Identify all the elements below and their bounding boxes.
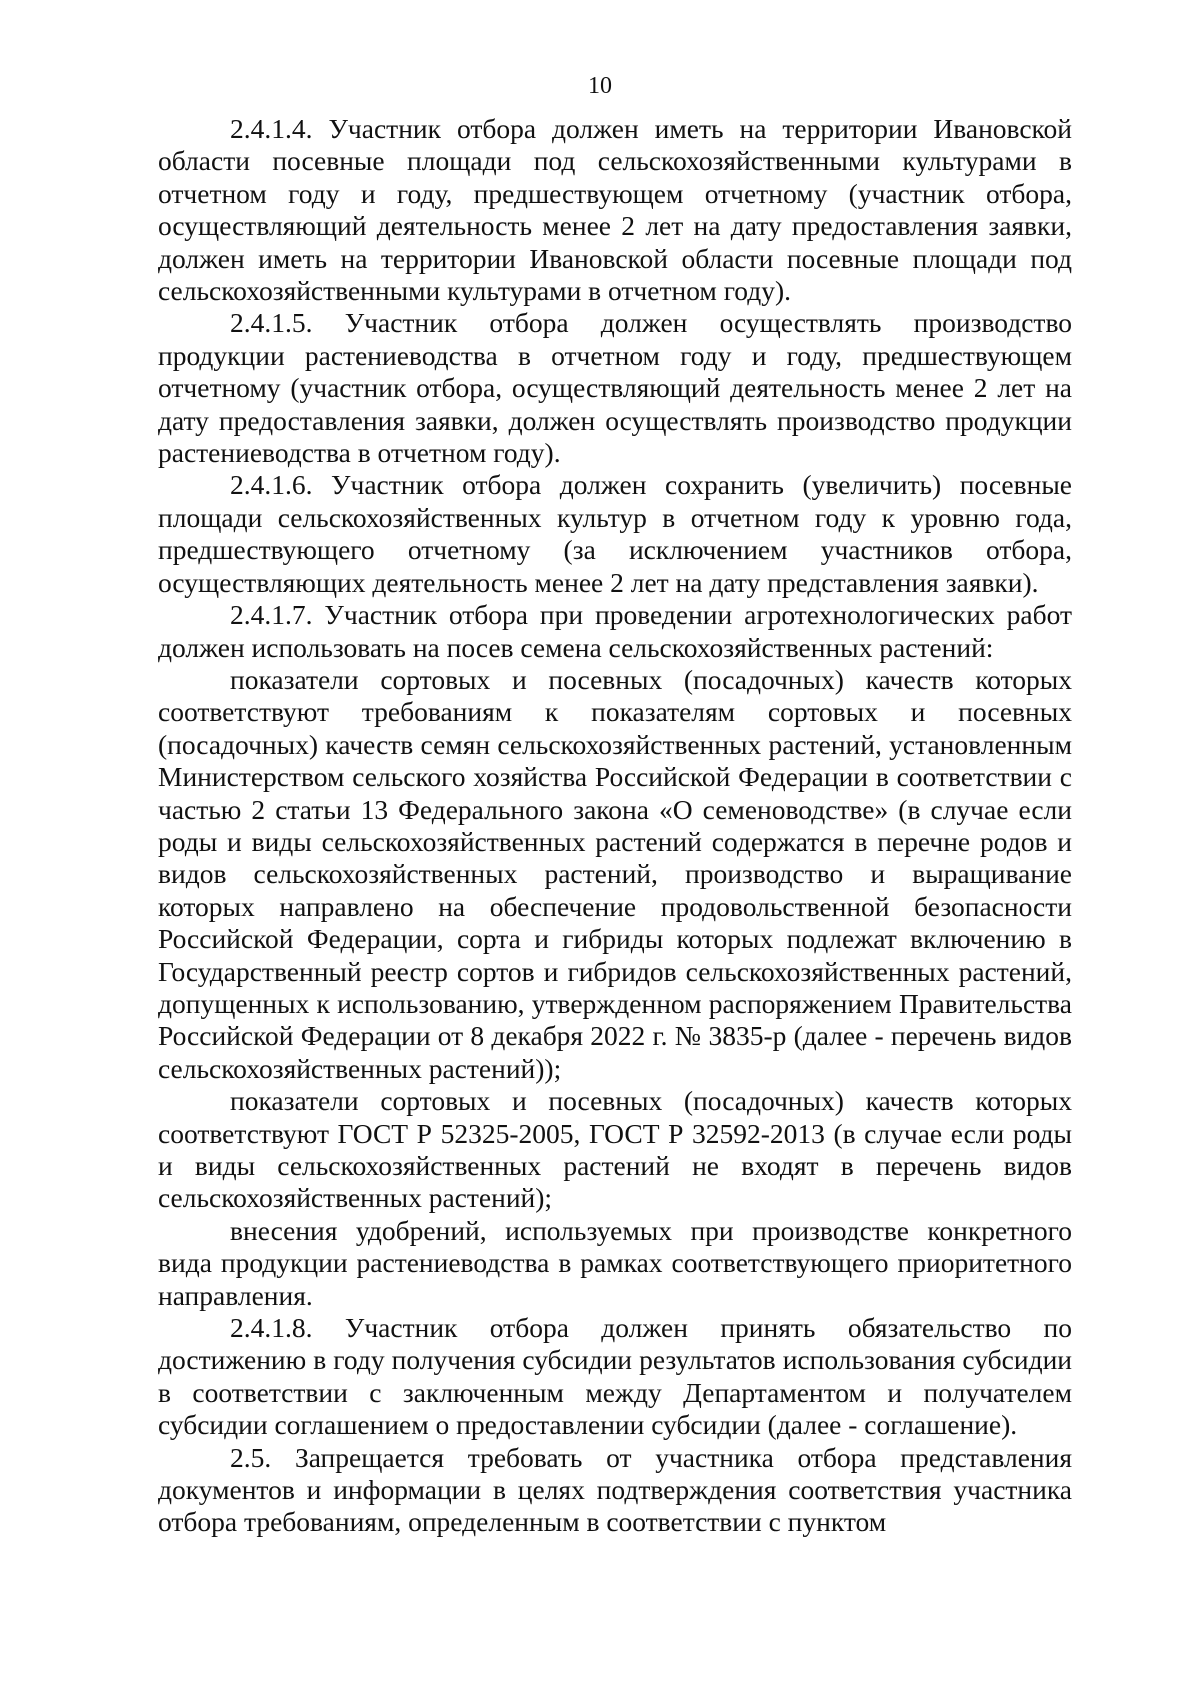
paragraph-gost-requirements: показатели сортовых и посевных (посадочных) качеств которых соответствуют ГОСТ Р 52325-2005, ГОСТ Р 32592-2013 (в случае если роды и виды сельскохозяйственных растений не входят в перечень видов сельскохозяйственных растений); (158, 1085, 1072, 1214)
paragraph-2-4-1-8: 2.4.1.8. Участник отбора должен принять обязательство по достижению в году получения субсидии результатов использования субсидии в соответствии с заключенным между Департаментом и получателем субсидии соглашением о предоставлении субсидии (далее - соглашение). (158, 1312, 1072, 1441)
paragraph-2-4-1-4: 2.4.1.4. Участник отбора должен иметь на территории Ивановской области посевные площади под сельскохозяйственными культурами в отчетном году и году, предшествующем отчетному (участник отбора, осуществляющий деятельность менее 2 лет на дату предоставления заявки, должен иметь на территории Ивановской области посевные площади под сельскохозяйственными культурами в отчетном году). (158, 113, 1072, 307)
paragraph-2-5: 2.5. Запрещается требовать от участника отбора представления документов и информации в целях подтверждения соответствия участника отбора требованиям, определенным в соответствии с пунктом (158, 1441, 1072, 1538)
page-number: 10 (588, 73, 612, 99)
paragraph-seed-quality-requirements: показатели сортовых и посевных (посадочных) качеств которых соответствуют требованиям к показателям сортовых и посевных (посадочных) качеств семян сельскохозяйственных растений, установленным Министерством сельского хозяйства Российской Федерации в соответствии с частью 2 статьи 13 Федерального закона «О семеноводстве» (в случае если роды и виды сельскохозяйственных растений содержатся в перечне родов и видов сельскохозяйственных растений, производство и выращивание которых направлено на обеспечение продовольственной безопасности Российской Федерации, сорта и гибриды которых подлежат включению в Государственный реестр сортов и гибридов сельскохозяйственных растений, допущенных к использованию, утвержденном распоряжением Правительства Российской Федерации от 8 декабря 2022 г. № 3835-р (далее - перечень видов сельскохозяйственных растений)); (158, 663, 1072, 1084)
document-body (158, 113, 1072, 1539)
paragraph-2-4-1-6: 2.4.1.6. Участник отбора должен сохранить (увеличить) посевные площади сельскохозяйственных культур в отчетном году к уровню года, предшествующего отчетному (за исключением участников отбора, осуществляющих деятельность менее 2 лет на дату представления заявки). (158, 469, 1072, 598)
paragraph-2-4-1-5: 2.4.1.5. Участник отбора должен осуществлять производство продукции растениеводства в отчетном году и году, предшествующем отчетному (участник отбора, осуществляющий деятельность менее 2 лет на дату предоставления заявки, должен осуществлять производство продукции растениеводства в отчетном году). (158, 307, 1072, 469)
paragraph-fertilizers: внесения удобрений, используемых при производстве конкретного вида продукции растениеводства в рамках соответствующего приоритетного направления. (158, 1214, 1072, 1311)
paragraph-2-4-1-7: 2.4.1.7. Участник отбора при проведении агротехнологических работ должен использовать на посев семена сельскохозяйственных растений: (158, 599, 1072, 663)
